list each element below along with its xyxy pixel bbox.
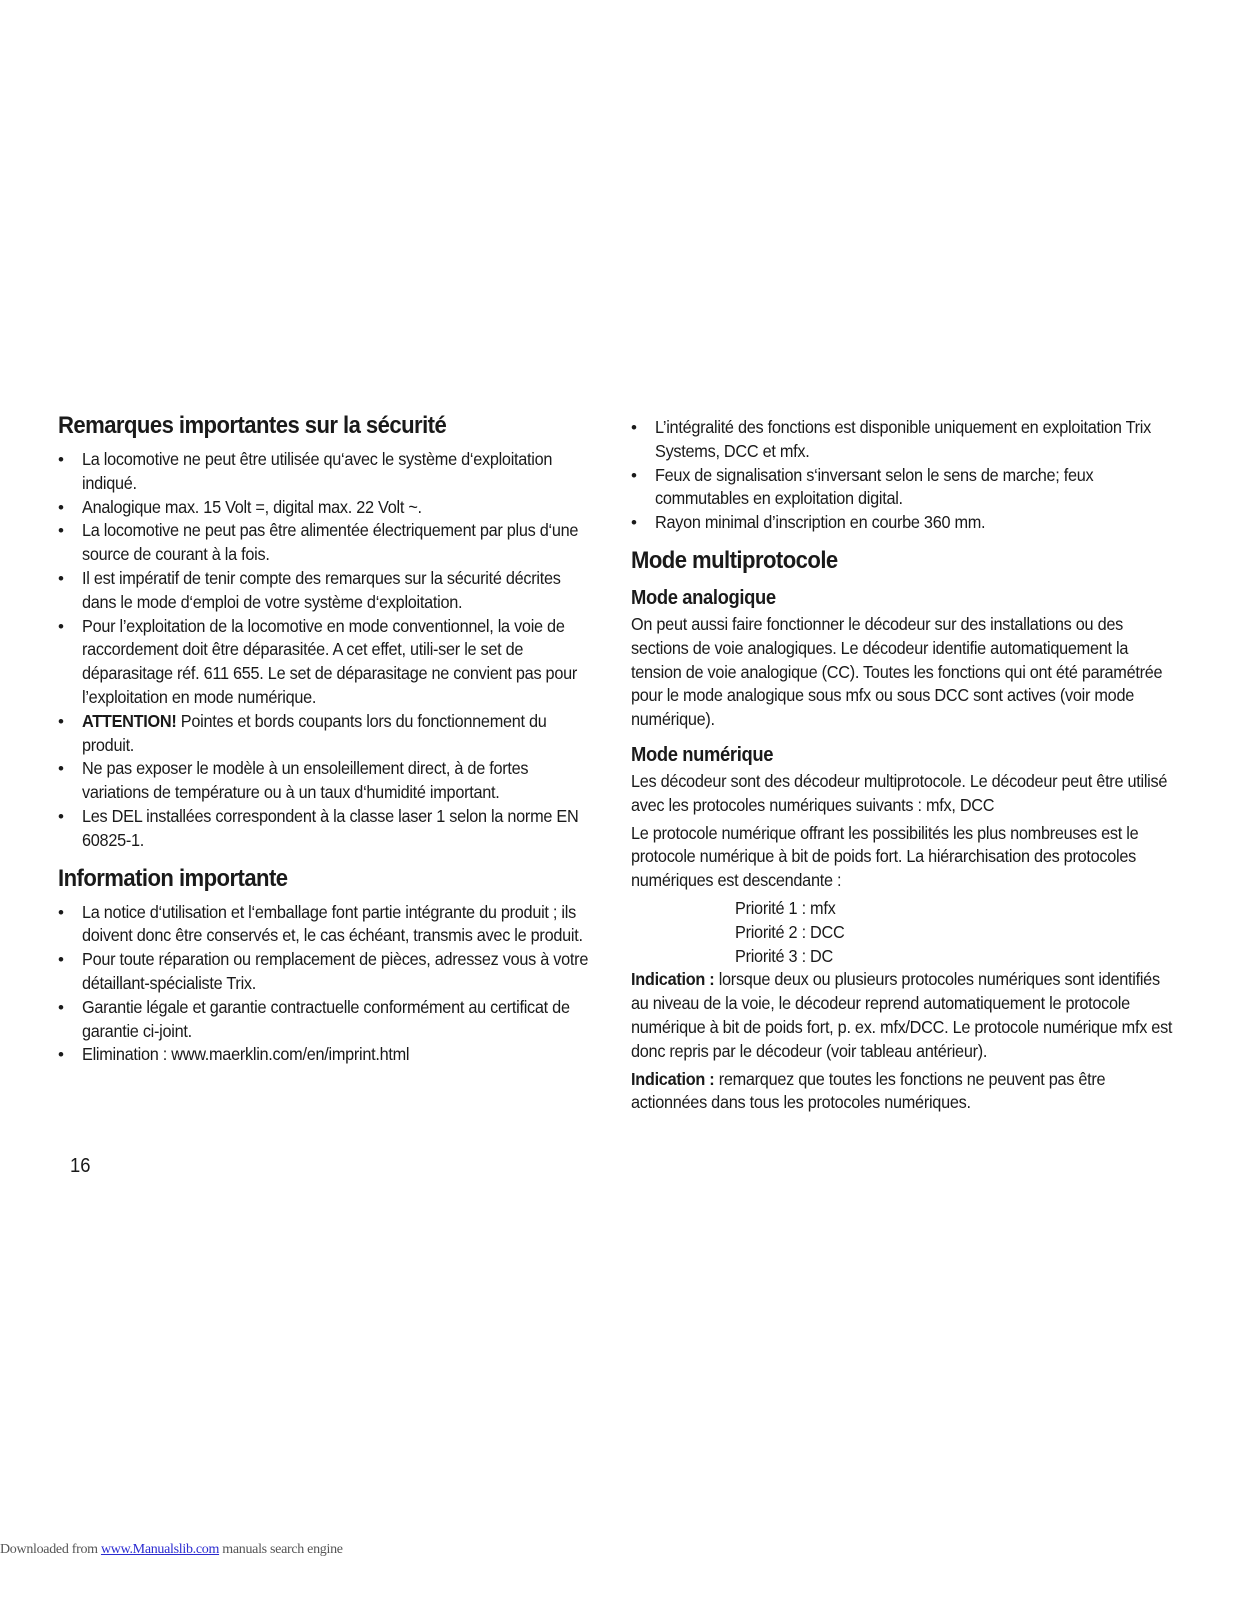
priority-3: Priorité 3 : DC	[735, 945, 834, 966]
manualslib-link[interactable]: www.Manualslib.com	[100, 1542, 220, 1557]
info-heading: Information importante	[58, 864, 288, 892]
indication-2: Indication : remarquez que toutes les fonctions ne peuvent pas être actionnées dans tous les protocoles numériques.	[631, 1068, 1106, 1113]
digital-paragraph-2: Le protocole numérique offrant les possibilités les plus nombreuses est le protocole numérique à bit de poids fort. La hiérarchisation des protocoles numériques est descendante :	[631, 822, 1139, 891]
list-item: • Analogique max. 15 Volt =, digital max. 22 Volt ~.	[58, 496, 598, 520]
safety-list	[58, 448, 598, 853]
attention-label: ATTENTION!	[82, 710, 177, 731]
priority-2: Priorité 2 : DCC	[735, 921, 845, 942]
list-item: • Elimination : www.maerklin.com/en/imprint.html	[58, 1043, 598, 1067]
multiprotocol-heading: Mode multiprotocole	[631, 546, 838, 574]
indication-1: Indication : lorsque deux ou plusieurs protocoles numériques sont identifiés au niveau de la voie, le décodeur reprend automatiquement le protocole numérique à bit de poids fort, p. ex. mfx/DCC. Le protocole numérique mfx est donc repris par le décodeur (voir tableau antérieur).	[631, 969, 1173, 1061]
list-item: • La locomotive ne peut être utilisée qu‘avec le système d‘exploitation indiqué.	[58, 448, 598, 496]
list-item: • Pour l’exploitation de la locomotive en mode conventionnel, la voie de raccordement doit être déparasitée. A cet effet, utili-ser le set de déparasitage réf. 611 655. Le set de déparasitage ne convient pas pour l’exploitation en mode numérique.	[58, 615, 598, 710]
safety-heading: Remarques importantes sur la sécurité	[58, 412, 447, 439]
list-item: • Il est impératif de tenir compte des remarques sur la sécurité décrites dans le mode d‘emploi de votre système d‘exploitation.	[58, 567, 598, 615]
list-item: • Rayon minimal d’inscription en courbe 360 mm.	[631, 511, 1176, 535]
list-item: • L’intégralité des fonctions est disponible uniquement en exploitation Trix Systems, DCC et mfx.	[631, 416, 1176, 464]
indication-label: Indication :	[631, 969, 715, 990]
list-item: • Pour toute réparation ou remplacement de pièces, adressez vous à votre détaillant-spécialiste Trix.	[58, 948, 598, 996]
analog-paragraph: On peut aussi faire fonctionner le décodeur sur des installations ou des sections de voie analogiques. Le décodeur identifie automatiquement la tension de voie analogique (CC). Toutes les fonctions qui ont été paramétrée pour le mode analogique sous mfx ou sous DCC sont actives (voir mode numérique).	[631, 613, 1163, 730]
attention-text: Pointes et bords coupants lors du fonctionnement du produit.	[82, 710, 547, 755]
indication-label: Indication :	[631, 1068, 715, 1089]
list-item: • Garantie légale et garantie contractuelle conformément au certificat de garantie ci-joint.	[58, 996, 598, 1044]
list-item-attention	[58, 710, 598, 758]
feature-list	[631, 416, 1176, 535]
analog-subheading: Mode analogique	[631, 586, 776, 609]
list-item: • Feux de signalisation s‘inversant selon le sens de marche; feux commutables en exploitation digital.	[631, 464, 1176, 512]
page-number: 16	[70, 1155, 91, 1177]
info-list	[58, 901, 598, 1068]
left-column	[58, 408, 598, 1067]
list-item: • Les DEL installées correspondent à la classe laser 1 selon la norme EN 60825-1.	[58, 805, 598, 853]
download-footer: Downloaded from www.Manualslib.com manuals search engine	[0, 1542, 343, 1557]
right-column	[631, 416, 1176, 1119]
priority-1: Priorité 1 : mfx	[735, 897, 836, 918]
list-item: • La locomotive ne peut pas être alimentée électriquement par plus d‘une source de courant à la fois.	[58, 519, 598, 567]
list-item: • Ne pas exposer le modèle à un ensoleillement direct, à de fortes variations de température ou à un taux d‘humidité important.	[58, 757, 598, 805]
list-item: • La notice d‘utilisation et l‘emballage font partie intégrante du produit ; ils doivent donc être conservés et, le cas échéant, transmis avec le produit.	[58, 901, 598, 949]
digital-subheading: Mode numérique	[631, 743, 774, 766]
digital-paragraph-1: Les décodeur sont des décodeur multiprotocole. Le décodeur peut être utilisé avec les protocoles numériques suivants : mfx, DCC	[631, 770, 1168, 815]
